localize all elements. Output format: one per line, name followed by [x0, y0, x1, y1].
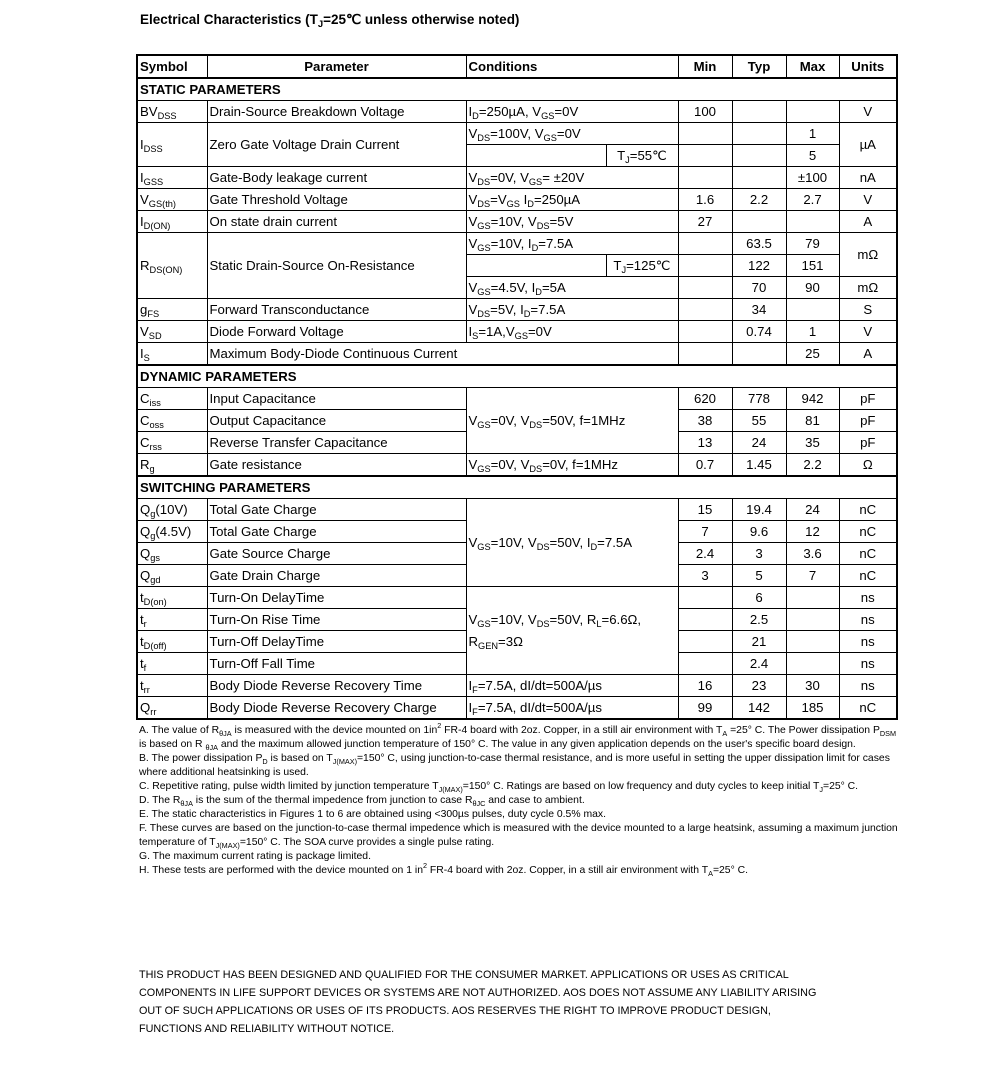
footnote: H. These tests are performed with the device mounted on 1 $in^2$ FR-4 board with 2oz. Copper, in a still air environment with $T_A=25^\circ$ C. — [139, 861, 749, 878]
symbol-cell: $t_r$ — [137, 609, 207, 631]
parameter-cell: Maximum Body-Diode Continuous Current — [207, 343, 678, 366]
table-row — [137, 299, 897, 321]
parameter-cell: Forward Transconductance — [207, 299, 466, 321]
min-cell — [678, 321, 732, 343]
unit-cell: nC — [839, 697, 897, 720]
min-cell — [678, 343, 732, 366]
min-cell: 3 — [678, 565, 732, 587]
symbol-cell: $Q_g(10V)$ — [137, 499, 207, 521]
table-row — [137, 476, 897, 499]
footnote: B. The power dissipation $P_D$ is based on $T_{J(MAX)}=150^\circ$ C, using junction-to-case thermal resistance, and is more useful in setting the upper dissipation limit for cases where additional heatsinking is used. — [139, 753, 890, 778]
max-cell: 7 — [786, 565, 839, 587]
table-row — [137, 343, 897, 366]
symbol-cell: $C_{rss}$ — [137, 432, 207, 454]
max-cell: ±100 — [786, 167, 839, 189]
symbol-cell: $Q_{rr}$ — [137, 697, 207, 720]
parameter-cell: Turn-On DelayTime — [207, 587, 466, 609]
typ-cell: 21 — [732, 631, 786, 653]
unit-cell: nC — [839, 499, 897, 521]
parameter-cell: On state drain current — [207, 211, 466, 233]
page-title: Electrical Characteristics ($T_J=25℃$ unless otherwise noted) — [140, 12, 520, 30]
unit-cell: ns — [839, 653, 897, 675]
max-cell: 151 — [786, 255, 839, 277]
unit-cell: ns — [839, 587, 897, 609]
table-row — [137, 123, 897, 145]
min-cell — [678, 255, 732, 277]
conditions-cell: $I_F=7.5A$, dI/dt=500A/µs — [466, 697, 678, 720]
table-row — [137, 78, 897, 101]
parameter-cell: Total Gate Charge — [207, 499, 466, 521]
parameter-cell: Output Capacitance — [207, 410, 466, 432]
max-cell: 5 — [786, 145, 839, 167]
parameter-cell: Gate resistance — [207, 454, 466, 477]
max-cell — [786, 653, 839, 675]
parameter-cell: Input Capacitance — [207, 388, 466, 410]
typ-cell: 142 — [732, 697, 786, 720]
typ-cell: 2.2 — [732, 189, 786, 211]
unit-cell: V — [839, 321, 897, 343]
typ-cell: 2.4 — [732, 653, 786, 675]
parameter-cell: Zero Gate Voltage Drain Current — [207, 123, 466, 167]
conditions-cell: $V_{GS}=0V$, $V_{DS}=50V$, f=1MHz — [466, 388, 678, 454]
max-cell: 3.6 — [786, 543, 839, 565]
table-row — [137, 675, 897, 697]
disclaimer-line: FUNCTIONS AND RELIABILITY WITHOUT NOTICE. — [139, 1023, 395, 1035]
conditions-cell: $V_{DS}=V_{GS}$ $I_D=250\mu A$ — [466, 189, 678, 211]
footnote: G. The maximum current rating is package limited. — [139, 851, 371, 862]
max-cell: 25 — [786, 343, 839, 366]
min-cell — [678, 167, 732, 189]
disclaimer-line: COMPONENTS IN LIFE SUPPORT DEVICES OR SYSTEMS ARE NOT AUTHORIZED. AOS DOES NOT ASSUME ANY LIABILITY ARISING — [139, 987, 817, 999]
symbol-cell: $g_{FS}$ — [137, 299, 207, 321]
symbol-cell: $Q_{gd}$ — [137, 565, 207, 587]
typ-cell — [732, 343, 786, 366]
max-cell: 79 — [786, 233, 839, 255]
parameter-cell: Turn-On Rise Time — [207, 609, 466, 631]
symbol-cell: $R_g$ — [137, 454, 207, 477]
typ-cell: 2.5 — [732, 609, 786, 631]
min-cell — [678, 609, 732, 631]
disclaimer-line: THIS PRODUCT HAS BEEN DESIGNED AND QUALIFIED FOR THE CONSUMER MARKET. APPLICATIONS OR USES AS CRITICAL — [139, 969, 789, 981]
conditions-cell: $V_{DS}=0V$, $V_{GS}= \pm 20V$ — [466, 167, 678, 189]
table-row — [137, 499, 897, 521]
parameter-cell: Reverse Transfer Capacitance — [207, 432, 466, 454]
typ-cell: 9.6 — [732, 521, 786, 543]
parameter-cell: Turn-Off DelayTime — [207, 631, 466, 653]
max-cell: 1 — [786, 321, 839, 343]
symbol-cell: $V_{SD}$ — [137, 321, 207, 343]
max-cell: 942 — [786, 388, 839, 410]
unit-cell: nC — [839, 565, 897, 587]
unit-cell: nC — [839, 543, 897, 565]
max-cell: 12 — [786, 521, 839, 543]
conditions-cell: $I_D=250\mu A$, $V_{GS}=0V$ — [466, 101, 678, 123]
table-row — [137, 233, 897, 255]
section-heading: STATIC PARAMETERS — [137, 78, 897, 101]
unit-cell: V — [839, 101, 897, 123]
min-cell — [678, 631, 732, 653]
min-cell: 13 — [678, 432, 732, 454]
disclaimer — [139, 966, 879, 1038]
header-typ: Typ — [732, 55, 786, 78]
unit-cell: ns — [839, 675, 897, 697]
min-cell — [678, 299, 732, 321]
typ-cell: 5 — [732, 565, 786, 587]
typ-cell — [732, 211, 786, 233]
unit-cell: mΩ — [839, 233, 897, 277]
parameter-cell: Gate-Body leakage current — [207, 167, 466, 189]
header-symbol: Symbol — [137, 55, 207, 78]
typ-cell — [732, 145, 786, 167]
min-cell: 620 — [678, 388, 732, 410]
conditions-cell: $I_S=1A,V_{GS}=0V$ — [466, 321, 678, 343]
max-cell: 2.7 — [786, 189, 839, 211]
symbol-cell: $C_{oss}$ — [137, 410, 207, 432]
conditions-cell: $V_{DS}=5V$, $I_D=7.5A$ — [466, 299, 678, 321]
max-cell — [786, 101, 839, 123]
typ-cell: 0.74 — [732, 321, 786, 343]
symbol-cell: $t_{rr}$ — [137, 675, 207, 697]
max-cell — [786, 587, 839, 609]
typ-cell — [732, 167, 786, 189]
typ-cell — [732, 101, 786, 123]
header-parameter: Parameter — [207, 55, 466, 78]
max-cell: 24 — [786, 499, 839, 521]
unit-cell: ns — [839, 631, 897, 653]
unit-cell: Ω — [839, 454, 897, 477]
table-row — [137, 587, 897, 609]
min-cell — [678, 145, 732, 167]
header-max: Max — [786, 55, 839, 78]
unit-cell: S — [839, 299, 897, 321]
parameter-cell: Total Gate Charge — [207, 521, 466, 543]
typ-cell: 778 — [732, 388, 786, 410]
symbol-cell: $R_{DS(ON)}$ — [137, 233, 207, 299]
conditions-cell: $V_{GS}=10V$, $I_D=7.5A$ — [466, 233, 678, 255]
symbol-cell: $t_{D(on)}$ — [137, 587, 207, 609]
unit-cell: pF — [839, 432, 897, 454]
typ-cell: 24 — [732, 432, 786, 454]
table-row — [137, 55, 897, 78]
parameter-cell: Drain-Source Breakdown Voltage — [207, 101, 466, 123]
min-cell — [678, 277, 732, 299]
parameter-cell: Static Drain-Source On-Resistance — [207, 233, 466, 299]
typ-cell: 34 — [732, 299, 786, 321]
max-cell: 2.2 — [786, 454, 839, 477]
footnote: E. The static characteristics in Figures 1 to 6 are obtained using <300µs pulses, duty cycle 0.5% max. — [139, 809, 606, 820]
unit-cell: A — [839, 211, 897, 233]
min-cell: 100 — [678, 101, 732, 123]
table-row — [137, 388, 897, 410]
unit-cell: mΩ — [839, 277, 897, 299]
symbol-cell: $V_{GS(th)}$ — [137, 189, 207, 211]
typ-cell: 19.4 — [732, 499, 786, 521]
unit-cell: A — [839, 343, 897, 366]
unit-cell: ns — [839, 609, 897, 631]
min-cell: 15 — [678, 499, 732, 521]
symbol-cell: $Q_{gs}$ — [137, 543, 207, 565]
typ-cell: 6 — [732, 587, 786, 609]
typ-cell: 3 — [732, 543, 786, 565]
footnote: A. The value of $R_{\theta JA}$ is measured with the device mounted on $1in^2$ FR-4 board with 2oz. Copper, in a still air environment with $T_A =25^\circ$ C. The Power dissipation $P_{DSM}$ is based on R $_{\theta JA}$ and the maximum allowed junction temperature of 150° C. The value in any given application depends on the user's specific board design. — [139, 721, 897, 752]
symbol-cell: $BV_{DSS}$ — [137, 101, 207, 123]
max-cell — [786, 609, 839, 631]
parameter-cell: Turn-Off Fall Time — [207, 653, 466, 675]
typ-cell: 63.5 — [732, 233, 786, 255]
parameter-cell: Gate Threshold Voltage — [207, 189, 466, 211]
unit-cell: V — [839, 189, 897, 211]
symbol-cell: $I_{D(ON)}$ — [137, 211, 207, 233]
footnote: C. Repetitive rating, pulse width limited by junction temperature $T_{J(MAX)}=150^\circ$ C. Ratings are based on low frequency and duty cycles to keep initial $T_J=25^\circ$ C. — [139, 781, 859, 794]
conditions-cell: $T_J=125℃$ — [606, 255, 678, 277]
conditions-cell: $T_J=55℃$ — [606, 145, 678, 167]
unit-cell: nC — [839, 521, 897, 543]
max-cell: 185 — [786, 697, 839, 720]
min-cell — [678, 653, 732, 675]
symbol-cell: $Q_g(4.5V)$ — [137, 521, 207, 543]
electrical-characteristics-table — [136, 54, 898, 720]
min-cell: 16 — [678, 675, 732, 697]
conditions-cell: $V_{GS}=10V$, $V_{DS}=5V$ — [466, 211, 678, 233]
conditions-cell: $I_F=7.5A$, dI/dt=500A/µs — [466, 675, 678, 697]
max-cell: 30 — [786, 675, 839, 697]
symbol-cell: $I_S$ — [137, 343, 207, 366]
unit-cell: pF — [839, 388, 897, 410]
typ-cell — [732, 123, 786, 145]
parameter-cell: Body Diode Reverse Recovery Time — [207, 675, 466, 697]
footnote: D. The $R_{\theta JA}$ is the sum of the thermal impedence from junction to case $R_{\theta JC}$ and case to ambient. — [139, 795, 585, 808]
min-cell: 27 — [678, 211, 732, 233]
parameter-cell: Body Diode Reverse Recovery Charge — [207, 697, 466, 720]
disclaimer-line: OUT OF SUCH APPLICATIONS OR USES OF ITS PRODUCTS. AOS RESERVES THE RIGHT TO IMPROVE PRODUCT DESIGN, — [139, 1005, 771, 1017]
max-cell: 90 — [786, 277, 839, 299]
max-cell: 35 — [786, 432, 839, 454]
min-cell — [678, 587, 732, 609]
min-cell: 2.4 — [678, 543, 732, 565]
typ-cell: 1.45 — [732, 454, 786, 477]
conditions-spacer — [466, 145, 606, 167]
parameter-cell: Gate Drain Charge — [207, 565, 466, 587]
parameter-cell: Gate Source Charge — [207, 543, 466, 565]
min-cell: 38 — [678, 410, 732, 432]
typ-cell: 23 — [732, 675, 786, 697]
max-cell: 1 — [786, 123, 839, 145]
symbol-cell: $t_f$ — [137, 653, 207, 675]
table-row — [137, 365, 897, 388]
parameter-cell: Diode Forward Voltage — [207, 321, 466, 343]
table-row — [137, 321, 897, 343]
conditions-spacer — [466, 255, 606, 277]
footnote: F. These curves are based on the junction-to-case thermal impedence which is measured with the device mounted to a large heatsink, assuming a maximum junction temperature of $T_{J(MAX)}=150^\circ$ C. The SOA curve provides a single pulse rating. — [139, 823, 898, 850]
min-cell: 1.6 — [678, 189, 732, 211]
conditions-cell: $V_{GS}=10V$, $V_{DS}=50V$, $I_D=7.5A$ — [466, 499, 678, 587]
symbol-cell: $C_{iss}$ — [137, 388, 207, 410]
footnotes — [139, 721, 899, 878]
section-heading: SWITCHING PARAMETERS — [137, 476, 897, 499]
conditions-cell: $V_{GS}=4.5V$, $I_D=5A$ — [466, 277, 678, 299]
table-row — [137, 211, 897, 233]
max-cell — [786, 211, 839, 233]
table-row — [137, 697, 897, 720]
header-units: Units — [839, 55, 897, 78]
min-cell — [678, 233, 732, 255]
typ-cell: 55 — [732, 410, 786, 432]
symbol-cell: $t_{D(off)}$ — [137, 631, 207, 653]
max-cell — [786, 299, 839, 321]
table-row — [137, 189, 897, 211]
min-cell — [678, 123, 732, 145]
table-row — [137, 167, 897, 189]
header-conditions: Conditions — [466, 55, 678, 78]
min-cell: 99 — [678, 697, 732, 720]
typ-cell: 122 — [732, 255, 786, 277]
conditions-cell: $V_{GS}=0V$, $V_{DS}=0V$, f=1MHz — [466, 454, 678, 477]
conditions-cell: $V_{GS}=10V$, $V_{DS}=50V$, $R_L=6.6\Omega$, $R_{GEN}=3\Omega$ — [466, 587, 678, 675]
conditions-cell: $V_{DS}=100V$, $V_{GS}=0V$ — [466, 123, 678, 145]
symbol-cell: $I_{DSS}$ — [137, 123, 207, 167]
unit-cell: pF — [839, 410, 897, 432]
section-heading: DYNAMIC PARAMETERS — [137, 365, 897, 388]
max-cell: 81 — [786, 410, 839, 432]
table-row — [137, 101, 897, 123]
max-cell — [786, 631, 839, 653]
min-cell: 7 — [678, 521, 732, 543]
unit-cell: µA — [839, 123, 897, 167]
table-row — [137, 454, 897, 477]
header-min: Min — [678, 55, 732, 78]
unit-cell: nA — [839, 167, 897, 189]
symbol-cell: $I_{GSS}$ — [137, 167, 207, 189]
min-cell: 0.7 — [678, 454, 732, 477]
typ-cell: 70 — [732, 277, 786, 299]
